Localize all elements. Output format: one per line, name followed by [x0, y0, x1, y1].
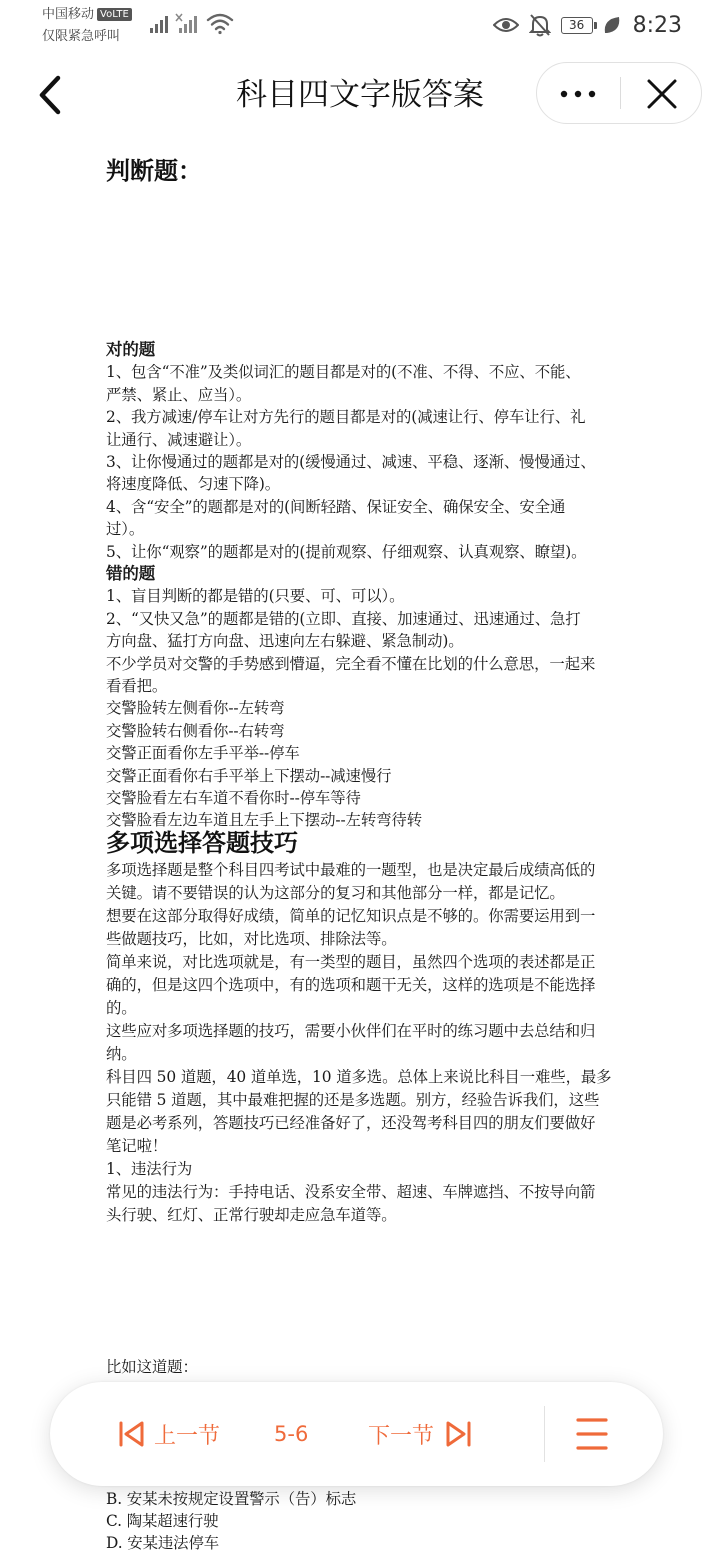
doc-heading: 判断题：	[106, 157, 202, 185]
tip-line: 常见的违法行为：手持电话、没系安全带、超速、车牌遮挡、不按导向箭	[106, 1183, 596, 1201]
rule-line: 2、“又快又急”的题都是错的(立即、直接、加速通过、迅速通过、急打	[106, 609, 581, 628]
rule-line: 交警脸转左侧看你--左转弯	[106, 699, 285, 718]
rule-line: 过）。	[106, 520, 145, 539]
emergency-only-label: 仅限紧急呼叫	[42, 29, 121, 44]
example-intro: 比如这道题：	[106, 1358, 198, 1376]
tip-line: 笔记啦！	[106, 1137, 168, 1155]
rule-line: 4、含“安全”的题都是对的(间断轻踏、保证安全、确保安全、安全通	[106, 497, 566, 516]
tip-line: 头行驶、红灯、正常行驶却走应急车道等。	[106, 1206, 397, 1224]
tip-line: 只能错 5 道题，其中最难把握的还是多选题。别方，经验告诉我们，这些	[106, 1091, 600, 1109]
skip-previous-icon	[116, 1419, 146, 1449]
rule-line: 3、让你慢通过的题都是对的(缓慢通过、减速、平稳、逐渐、慢慢通过、	[106, 453, 596, 471]
tip-line: 题是必考系列，答题技巧已经准备好了，还没驾考科目四的朋友们要做好	[106, 1114, 596, 1132]
skip-next-icon	[444, 1419, 474, 1449]
tip-line: 1、违法行为	[106, 1160, 193, 1178]
rule-line: 方向盘、猛打方向盘、迅速向左右躲避、紧急制动)。	[106, 632, 464, 651]
rule-subheading: 错的题	[106, 564, 156, 583]
section-heading: 多项选择答题技巧	[106, 829, 298, 857]
rule-line: 交警正面看你右手平举上下摆动--减速慢行	[106, 766, 392, 785]
prev-section-button[interactable]	[116, 1412, 220, 1456]
rule-line: 交警脸看左右车道不看你时--停车等待	[106, 789, 361, 807]
page-indicator: 5-6	[274, 1422, 309, 1446]
menu-button[interactable]	[570, 1414, 614, 1454]
menu-icon	[570, 1414, 614, 1454]
rule-line: 将速度降低、匀速下降)。	[106, 475, 281, 494]
tip-line: 纳。	[106, 1045, 137, 1063]
tip-line: 的。	[106, 999, 137, 1017]
rule-line: 2、我方减速/停车让对方先行的题目都是对的(减速让行、停车让行、礼	[106, 408, 586, 427]
rule-line: 5、让你“观察”的题都是对的(提前观察、仔细观察、认真观察、瞭望)。	[106, 542, 587, 561]
option-c: C. 陶某超速行驶	[106, 1512, 219, 1530]
option-d: D. 安某违法停车	[106, 1534, 220, 1552]
option-b: B. 安某未按规定设置警示（告）标志	[106, 1490, 357, 1508]
next-section-label: 下一节	[368, 1423, 435, 1449]
next-section-button[interactable]	[368, 1412, 474, 1456]
rule-line: 交警脸转右侧看你--右转弯	[106, 721, 285, 740]
rule-line: 不少学员对交警的手势感到懵逼，完全看不懂在比划的什么意思，一起来	[106, 654, 596, 673]
tip-line: 确的，但是这四个选项中，有的选项和题干无关，这样的选项是不能选择	[106, 976, 596, 994]
prev-section-label: 上一节	[154, 1423, 221, 1449]
rule-line: 严禁、紧止、应当）。	[106, 385, 252, 404]
nav-divider	[544, 1406, 545, 1462]
rule-line: 看看把。	[106, 677, 168, 695]
rule-line: 1、包含“不准”及类似词汇的题目都是对的(不准、不得、不应、不能、	[106, 363, 581, 382]
carrier-label: 中国移动	[42, 7, 95, 22]
tip-line: 科目四 50 道题，40 道单选，10 道多选。总体上来说比科目一难些，最多	[106, 1068, 612, 1086]
rule-line: 让通行、减速避让）。	[106, 430, 252, 449]
volte-badge: VoLTE	[97, 8, 132, 21]
page-title: 科目四文字版答案	[236, 77, 484, 113]
rule-subheading: 对的题	[106, 340, 156, 359]
tip-line: 关键。请不要错误的认为这部分的复习和其他部分一样，都是记忆。	[106, 884, 565, 902]
clock: 8:23	[632, 12, 682, 38]
bottom-nav	[50, 1382, 663, 1486]
tip-line: 简单来说，对比选项就是，有一类型的题目，虽然四个选项的表述都是正	[106, 953, 596, 971]
rule-line: 1、盲目判断的都是错的(只要、可、可以）。	[106, 587, 405, 606]
tip-line: 些做题技巧，比如，对比选项、排除法等。	[106, 930, 397, 948]
rule-line: 交警脸看左边车道且左手上下摆动--左转弯待转	[106, 811, 423, 830]
rule-line: 交警正面看你左手平举--停车	[106, 744, 300, 763]
tip-line: 这些应对多项选择题的技巧，需要小伙伴们在平时的练习题中去总结和归	[106, 1022, 596, 1040]
battery-icon: 36	[561, 17, 593, 34]
tip-line: 想要在这部分取得好成绩，简单的记忆知识点是不够的。你需要运用到一	[106, 907, 596, 925]
tip-line: 多项选择题是整个科目四考试中最难的一题型，也是决定最后成绩高低的	[106, 861, 596, 879]
